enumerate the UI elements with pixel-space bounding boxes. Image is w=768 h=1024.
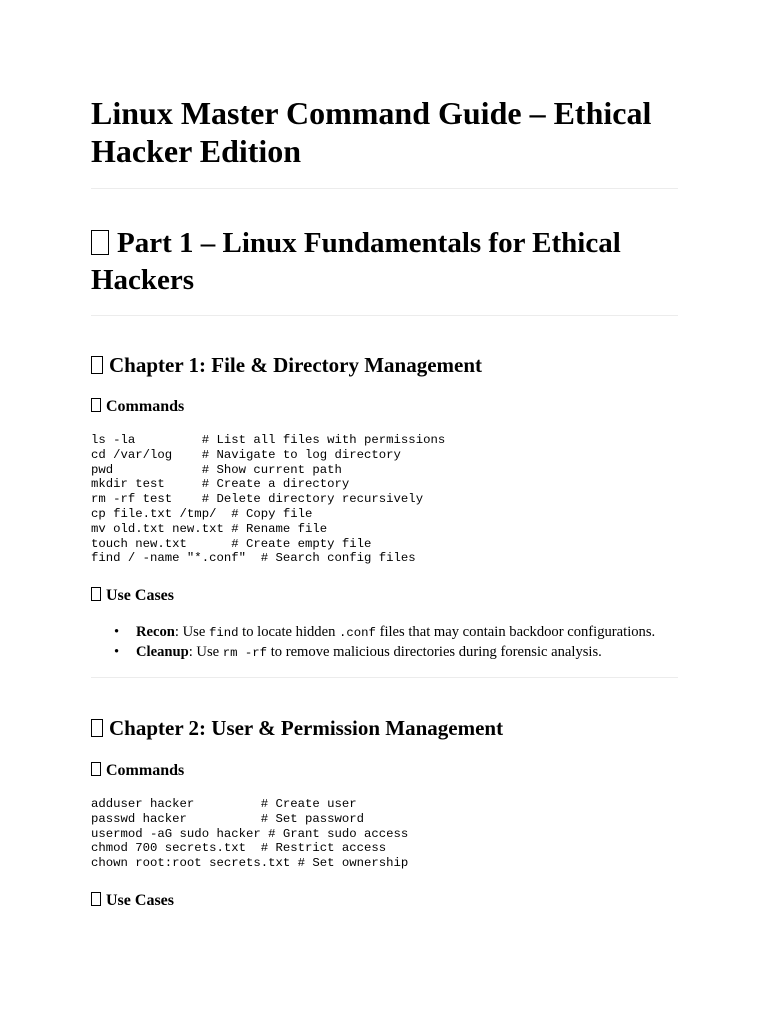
chapter-2-heading — [91, 715, 678, 741]
inline-code: rm -rf — [222, 646, 268, 660]
use-case-text: : Use — [188, 644, 223, 660]
chapter-1-code-block: ls -la # List all files with permissions cd /var/log # Navigate to log directory pwd # Show current path mkdir test # Create a directory rm -rf test # Delete directory recursively cp file.txt /tmp/ # Copy file mv old.txt new.txt # Rename file touch new.txt # Create empty file find / -name "*.conf" # Search config files — [91, 433, 446, 566]
use-case-text: to remove malicious directories during forensic analysis. — [267, 644, 602, 660]
missing-glyph-icon — [91, 230, 109, 255]
use-case-text: to locate hidden — [238, 624, 340, 640]
use-case-label: Cleanup — [136, 644, 189, 660]
missing-glyph-icon — [91, 356, 103, 374]
chapter-1-use-cases-heading — [91, 586, 678, 606]
chapter-2-code-block: adduser hacker # Create user passwd hacker # Set password usermod -aG sudo hacker # Grant sudo access chmod 700 secrets.txt # Restrict access chown root:root secrets.txt # Set ownership — [91, 797, 409, 871]
chapter-2-commands-heading — [91, 761, 678, 781]
list-item — [91, 643, 691, 663]
divider — [91, 188, 678, 189]
missing-glyph-icon — [91, 587, 101, 601]
bullet: • — [114, 644, 120, 660]
missing-glyph-icon — [91, 892, 101, 906]
use-case-text: files that may contain backdoor configurations. — [375, 624, 656, 640]
list-item — [91, 623, 691, 643]
inline-code: .conf — [339, 626, 376, 640]
chapter-2-title: Chapter 2: User & Permission Management — [109, 716, 504, 740]
chapter-1-title: Chapter 1: File & Directory Management — [109, 353, 483, 377]
document-title: Linux Master Command Guide – Ethical Hacker Edition — [91, 95, 652, 169]
chapter-1-commands-heading — [91, 397, 678, 417]
commands-heading-text: Commands — [106, 398, 185, 415]
use-cases-heading-text: Use Cases — [106, 587, 174, 604]
divider — [91, 315, 678, 316]
missing-glyph-icon — [91, 762, 101, 776]
use-case-label: Recon — [136, 624, 175, 640]
divider — [91, 677, 678, 678]
use-case-text: : Use — [174, 624, 209, 640]
chapter-2-use-cases-heading — [91, 891, 678, 911]
missing-glyph-icon — [91, 398, 101, 412]
part-title: Part 1 – Linux Fundamentals for Ethical Hackers — [91, 227, 621, 296]
use-cases-heading-text: Use Cases — [106, 892, 174, 909]
bullet: • — [114, 624, 120, 640]
part-heading — [91, 225, 678, 299]
missing-glyph-icon — [91, 719, 103, 737]
chapter-1-heading — [91, 352, 678, 378]
chapter-1-use-cases-list — [91, 623, 691, 663]
inline-code: find — [208, 626, 239, 640]
commands-heading-text: Commands — [106, 762, 185, 779]
